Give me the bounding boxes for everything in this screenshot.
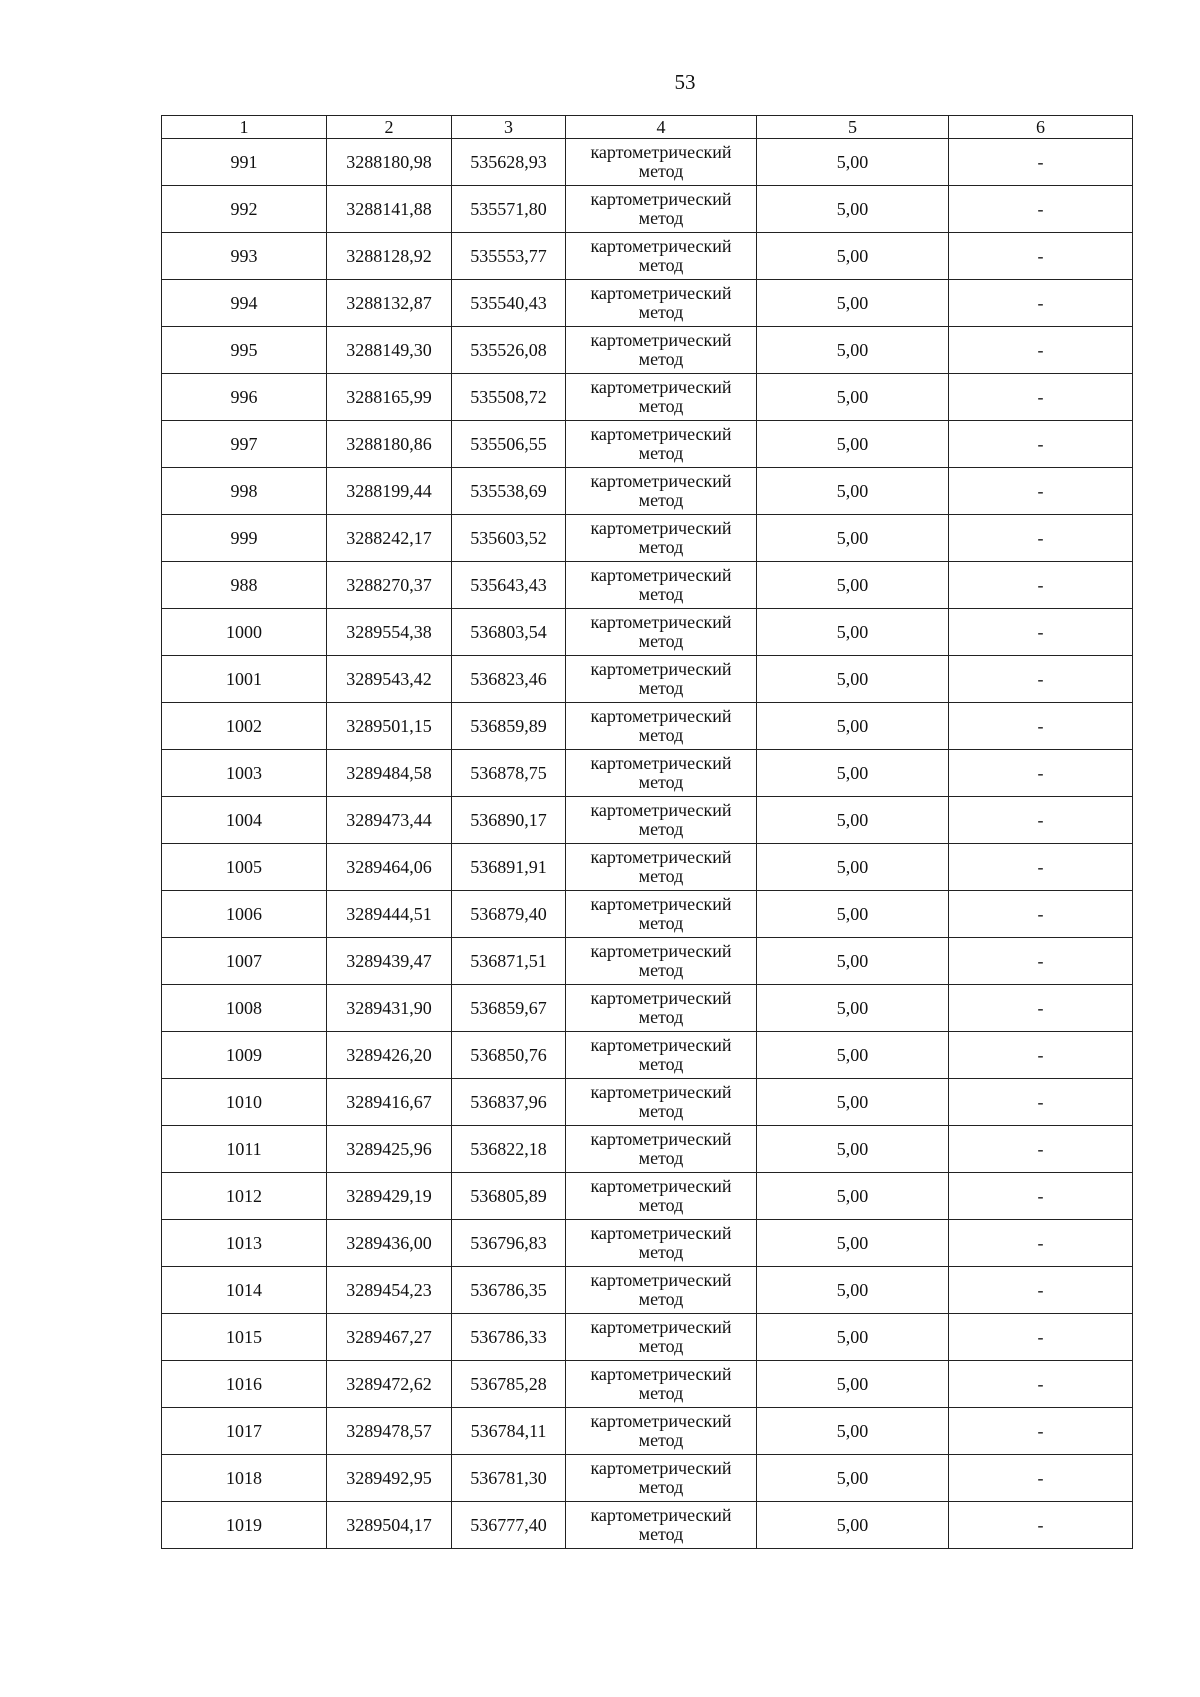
y-coordinate-cell: 535571,80 xyxy=(452,186,566,233)
point-number-cell: 1004 xyxy=(162,797,327,844)
point-number-cell: 1011 xyxy=(162,1126,327,1173)
method-line-1: картометрический xyxy=(590,659,732,679)
method-line-1: картометрический xyxy=(590,988,732,1008)
table-row xyxy=(162,468,1133,515)
note-cell: - xyxy=(949,374,1133,421)
precision-cell: 5,00 xyxy=(757,1502,949,1549)
point-number-cell: 1003 xyxy=(162,750,327,797)
precision-cell: 5,00 xyxy=(757,797,949,844)
x-coordinate-cell: 3289492,95 xyxy=(327,1455,452,1502)
precision-cell: 5,00 xyxy=(757,1032,949,1079)
x-coordinate-cell: 3289478,57 xyxy=(327,1408,452,1455)
note-cell: - xyxy=(949,1314,1133,1361)
point-number-cell: 1002 xyxy=(162,703,327,750)
method-line-2: метод xyxy=(638,819,684,839)
x-coordinate-cell: 3289501,15 xyxy=(327,703,452,750)
precision-cell: 5,00 xyxy=(757,421,949,468)
table-row xyxy=(162,750,1133,797)
point-number-cell: 997 xyxy=(162,421,327,468)
method-cell xyxy=(566,891,757,938)
method-cell xyxy=(566,1079,757,1126)
note-cell: - xyxy=(949,1173,1133,1220)
method-line-2: метод xyxy=(638,678,684,698)
x-coordinate-cell: 3289425,96 xyxy=(327,1126,452,1173)
precision-cell: 5,00 xyxy=(757,1455,949,1502)
table-row xyxy=(162,1126,1133,1173)
table-header-row xyxy=(162,116,1133,139)
method-line-2: метод xyxy=(638,1524,684,1544)
precision-cell: 5,00 xyxy=(757,1173,949,1220)
table-row xyxy=(162,139,1133,186)
y-coordinate-cell: 535540,43 xyxy=(452,280,566,327)
precision-cell: 5,00 xyxy=(757,186,949,233)
precision-cell: 5,00 xyxy=(757,1408,949,1455)
method-cell xyxy=(566,515,757,562)
x-coordinate-cell: 3288141,88 xyxy=(327,186,452,233)
y-coordinate-cell: 536785,28 xyxy=(452,1361,566,1408)
x-coordinate-cell: 3289467,27 xyxy=(327,1314,452,1361)
note-cell: - xyxy=(949,421,1133,468)
table-row xyxy=(162,703,1133,750)
method-line-2: метод xyxy=(638,161,684,181)
method-line-1: картометрический xyxy=(590,471,732,491)
method-line-2: метод xyxy=(638,584,684,604)
note-cell: - xyxy=(949,703,1133,750)
method-line-2: метод xyxy=(638,537,684,557)
header-col-4: 4 xyxy=(566,116,757,139)
point-number-cell: 988 xyxy=(162,562,327,609)
coordinates-table xyxy=(161,115,1133,1549)
y-coordinate-cell: 536781,30 xyxy=(452,1455,566,1502)
method-cell xyxy=(566,1361,757,1408)
method-cell xyxy=(566,844,757,891)
header-col-5: 5 xyxy=(757,116,949,139)
page-number: 53 xyxy=(674,70,696,94)
precision-cell: 5,00 xyxy=(757,985,949,1032)
x-coordinate-cell: 3289454,23 xyxy=(327,1267,452,1314)
table-row xyxy=(162,891,1133,938)
method-cell xyxy=(566,233,757,280)
precision-cell: 5,00 xyxy=(757,750,949,797)
note-cell: - xyxy=(949,1126,1133,1173)
method-line-1: картометрический xyxy=(590,236,732,256)
method-line-2: метод xyxy=(638,866,684,886)
method-line-1: картометрический xyxy=(590,330,732,350)
method-line-1: картометрический xyxy=(590,518,732,538)
x-coordinate-cell: 3288165,99 xyxy=(327,374,452,421)
method-cell xyxy=(566,1220,757,1267)
x-coordinate-cell: 3288180,86 xyxy=(327,421,452,468)
method-line-1: картометрический xyxy=(590,1411,732,1431)
note-cell: - xyxy=(949,233,1133,280)
method-line-1: картометрический xyxy=(590,894,732,914)
table-row xyxy=(162,515,1133,562)
header-col-1: 1 xyxy=(162,116,327,139)
note-cell: - xyxy=(949,562,1133,609)
table-row xyxy=(162,1220,1133,1267)
method-line-2: метод xyxy=(638,1195,684,1215)
point-number-cell: 991 xyxy=(162,139,327,186)
y-coordinate-cell: 536803,54 xyxy=(452,609,566,656)
point-number-cell: 1000 xyxy=(162,609,327,656)
y-coordinate-cell: 536784,11 xyxy=(452,1408,566,1455)
point-number-cell: 996 xyxy=(162,374,327,421)
method-line-1: картометрический xyxy=(590,1035,732,1055)
header-col-6: 6 xyxy=(949,116,1133,139)
method-line-2: метод xyxy=(638,302,684,322)
x-coordinate-cell: 3288132,87 xyxy=(327,280,452,327)
method-cell xyxy=(566,750,757,797)
x-coordinate-cell: 3288199,44 xyxy=(327,468,452,515)
x-coordinate-cell: 3289472,62 xyxy=(327,1361,452,1408)
y-coordinate-cell: 536871,51 xyxy=(452,938,566,985)
note-cell: - xyxy=(949,609,1133,656)
method-cell xyxy=(566,374,757,421)
table-row xyxy=(162,1408,1133,1455)
method-cell xyxy=(566,562,757,609)
precision-cell: 5,00 xyxy=(757,468,949,515)
table-row xyxy=(162,374,1133,421)
point-number-cell: 994 xyxy=(162,280,327,327)
table-row xyxy=(162,1032,1133,1079)
header-col-2: 2 xyxy=(327,116,452,139)
method-line-2: метод xyxy=(638,960,684,980)
method-cell xyxy=(566,468,757,515)
precision-cell: 5,00 xyxy=(757,609,949,656)
method-line-2: метод xyxy=(638,1289,684,1309)
x-coordinate-cell: 3289426,20 xyxy=(327,1032,452,1079)
method-line-1: картометрический xyxy=(590,800,732,820)
method-line-1: картометрический xyxy=(590,1223,732,1243)
table-row xyxy=(162,1267,1133,1314)
point-number-cell: 1005 xyxy=(162,844,327,891)
method-line-2: метод xyxy=(638,772,684,792)
x-coordinate-cell: 3289444,51 xyxy=(327,891,452,938)
note-cell: - xyxy=(949,844,1133,891)
method-line-2: метод xyxy=(638,1007,684,1027)
note-cell: - xyxy=(949,1220,1133,1267)
method-line-2: метод xyxy=(638,913,684,933)
point-number-cell: 1015 xyxy=(162,1314,327,1361)
table-row xyxy=(162,797,1133,844)
x-coordinate-cell: 3288270,37 xyxy=(327,562,452,609)
method-line-1: картометрический xyxy=(590,1270,732,1290)
precision-cell: 5,00 xyxy=(757,1126,949,1173)
method-line-2: метод xyxy=(638,1054,684,1074)
method-cell xyxy=(566,1455,757,1502)
method-line-2: метод xyxy=(638,1477,684,1497)
method-line-1: картометрический xyxy=(590,1458,732,1478)
method-cell xyxy=(566,1502,757,1549)
precision-cell: 5,00 xyxy=(757,327,949,374)
note-cell: - xyxy=(949,327,1133,374)
note-cell: - xyxy=(949,186,1133,233)
x-coordinate-cell: 3288149,30 xyxy=(327,327,452,374)
method-line-2: метод xyxy=(638,1383,684,1403)
method-cell xyxy=(566,1032,757,1079)
method-cell xyxy=(566,1173,757,1220)
table-row xyxy=(162,985,1133,1032)
note-cell: - xyxy=(949,891,1133,938)
point-number-cell: 1017 xyxy=(162,1408,327,1455)
precision-cell: 5,00 xyxy=(757,656,949,703)
y-coordinate-cell: 536837,96 xyxy=(452,1079,566,1126)
y-coordinate-cell: 536822,18 xyxy=(452,1126,566,1173)
y-coordinate-cell: 535553,77 xyxy=(452,233,566,280)
note-cell: - xyxy=(949,468,1133,515)
point-number-cell: 1016 xyxy=(162,1361,327,1408)
table-row xyxy=(162,280,1133,327)
method-cell xyxy=(566,1314,757,1361)
table-row xyxy=(162,1502,1133,1549)
x-coordinate-cell: 3289439,47 xyxy=(327,938,452,985)
method-line-1: картометрический xyxy=(590,283,732,303)
x-coordinate-cell: 3289431,90 xyxy=(327,985,452,1032)
table-row xyxy=(162,186,1133,233)
note-cell: - xyxy=(949,515,1133,562)
y-coordinate-cell: 536823,46 xyxy=(452,656,566,703)
precision-cell: 5,00 xyxy=(757,562,949,609)
method-line-2: метод xyxy=(638,1336,684,1356)
method-line-2: метод xyxy=(638,1101,684,1121)
x-coordinate-cell: 3288128,92 xyxy=(327,233,452,280)
note-cell: - xyxy=(949,797,1133,844)
x-coordinate-cell: 3289429,19 xyxy=(327,1173,452,1220)
point-number-cell: 1009 xyxy=(162,1032,327,1079)
precision-cell: 5,00 xyxy=(757,1220,949,1267)
method-cell xyxy=(566,1267,757,1314)
x-coordinate-cell: 3289436,00 xyxy=(327,1220,452,1267)
y-coordinate-cell: 535526,08 xyxy=(452,327,566,374)
method-line-1: картометрический xyxy=(590,424,732,444)
table-row xyxy=(162,1314,1133,1361)
y-coordinate-cell: 536786,35 xyxy=(452,1267,566,1314)
table-row xyxy=(162,1079,1133,1126)
method-line-1: картометрический xyxy=(590,189,732,209)
method-line-2: метод xyxy=(638,725,684,745)
method-cell xyxy=(566,797,757,844)
point-number-cell: 1001 xyxy=(162,656,327,703)
method-line-1: картометрический xyxy=(590,1082,732,1102)
method-line-2: метод xyxy=(638,490,684,510)
method-line-2: метод xyxy=(638,443,684,463)
method-line-1: картометрический xyxy=(590,1505,732,1525)
method-cell xyxy=(566,656,757,703)
y-coordinate-cell: 536890,17 xyxy=(452,797,566,844)
precision-cell: 5,00 xyxy=(757,374,949,421)
method-line-2: метод xyxy=(638,349,684,369)
method-line-2: метод xyxy=(638,255,684,275)
point-number-cell: 1012 xyxy=(162,1173,327,1220)
x-coordinate-cell: 3288242,17 xyxy=(327,515,452,562)
y-coordinate-cell: 536878,75 xyxy=(452,750,566,797)
note-cell: - xyxy=(949,985,1133,1032)
x-coordinate-cell: 3289473,44 xyxy=(327,797,452,844)
method-cell xyxy=(566,421,757,468)
method-line-2: метод xyxy=(638,396,684,416)
table-row xyxy=(162,938,1133,985)
y-coordinate-cell: 535538,69 xyxy=(452,468,566,515)
method-line-1: картометрический xyxy=(590,1129,732,1149)
y-coordinate-cell: 536796,83 xyxy=(452,1220,566,1267)
point-number-cell: 1008 xyxy=(162,985,327,1032)
y-coordinate-cell: 535506,55 xyxy=(452,421,566,468)
method-line-1: картометрический xyxy=(590,941,732,961)
point-number-cell: 1007 xyxy=(162,938,327,985)
table-row xyxy=(162,233,1133,280)
method-line-1: картометрический xyxy=(590,847,732,867)
note-cell: - xyxy=(949,1361,1133,1408)
precision-cell: 5,00 xyxy=(757,1079,949,1126)
precision-cell: 5,00 xyxy=(757,938,949,985)
precision-cell: 5,00 xyxy=(757,1314,949,1361)
method-cell xyxy=(566,139,757,186)
table-row xyxy=(162,1361,1133,1408)
point-number-cell: 993 xyxy=(162,233,327,280)
point-number-cell: 1019 xyxy=(162,1502,327,1549)
method-line-1: картометрический xyxy=(590,565,732,585)
method-line-2: метод xyxy=(638,631,684,651)
table-row xyxy=(162,562,1133,609)
table-row xyxy=(162,656,1133,703)
method-line-2: метод xyxy=(638,208,684,228)
table-row xyxy=(162,421,1133,468)
note-cell: - xyxy=(949,1032,1133,1079)
method-line-2: метод xyxy=(638,1242,684,1262)
x-coordinate-cell: 3289484,58 xyxy=(327,750,452,797)
precision-cell: 5,00 xyxy=(757,891,949,938)
method-line-1: картометрический xyxy=(590,1176,732,1196)
method-line-1: картометрический xyxy=(590,377,732,397)
precision-cell: 5,00 xyxy=(757,844,949,891)
method-cell xyxy=(566,703,757,750)
precision-cell: 5,00 xyxy=(757,703,949,750)
point-number-cell: 1006 xyxy=(162,891,327,938)
note-cell: - xyxy=(949,656,1133,703)
y-coordinate-cell: 536786,33 xyxy=(452,1314,566,1361)
y-coordinate-cell: 536859,89 xyxy=(452,703,566,750)
method-line-1: картометрический xyxy=(590,142,732,162)
method-cell xyxy=(566,280,757,327)
y-coordinate-cell: 535508,72 xyxy=(452,374,566,421)
table-row xyxy=(162,844,1133,891)
method-cell xyxy=(566,327,757,374)
precision-cell: 5,00 xyxy=(757,233,949,280)
method-cell xyxy=(566,1408,757,1455)
precision-cell: 5,00 xyxy=(757,139,949,186)
header-col-3: 3 xyxy=(452,116,566,139)
y-coordinate-cell: 536891,91 xyxy=(452,844,566,891)
method-cell xyxy=(566,609,757,656)
note-cell: - xyxy=(949,750,1133,797)
note-cell: - xyxy=(949,1079,1133,1126)
method-line-1: картометрический xyxy=(590,1317,732,1337)
method-cell xyxy=(566,186,757,233)
note-cell: - xyxy=(949,1455,1133,1502)
method-cell xyxy=(566,1126,757,1173)
table-body xyxy=(162,139,1133,1549)
point-number-cell: 1018 xyxy=(162,1455,327,1502)
x-coordinate-cell: 3289554,38 xyxy=(327,609,452,656)
note-cell: - xyxy=(949,280,1133,327)
note-cell: - xyxy=(949,139,1133,186)
y-coordinate-cell: 536805,89 xyxy=(452,1173,566,1220)
point-number-cell: 1013 xyxy=(162,1220,327,1267)
method-line-1: картометрический xyxy=(590,1364,732,1384)
y-coordinate-cell: 536879,40 xyxy=(452,891,566,938)
y-coordinate-cell: 535628,93 xyxy=(452,139,566,186)
y-coordinate-cell: 536850,76 xyxy=(452,1032,566,1079)
method-cell xyxy=(566,985,757,1032)
method-line-1: картометрический xyxy=(590,612,732,632)
point-number-cell: 1010 xyxy=(162,1079,327,1126)
method-cell xyxy=(566,938,757,985)
y-coordinate-cell: 535643,43 xyxy=(452,562,566,609)
note-cell: - xyxy=(949,1408,1133,1455)
point-number-cell: 995 xyxy=(162,327,327,374)
note-cell: - xyxy=(949,1502,1133,1549)
precision-cell: 5,00 xyxy=(757,1267,949,1314)
point-number-cell: 998 xyxy=(162,468,327,515)
y-coordinate-cell: 536777,40 xyxy=(452,1502,566,1549)
method-line-2: метод xyxy=(638,1430,684,1450)
point-number-cell: 1014 xyxy=(162,1267,327,1314)
x-coordinate-cell: 3289416,67 xyxy=(327,1079,452,1126)
precision-cell: 5,00 xyxy=(757,515,949,562)
x-coordinate-cell: 3288180,98 xyxy=(327,139,452,186)
note-cell: - xyxy=(949,938,1133,985)
point-number-cell: 999 xyxy=(162,515,327,562)
x-coordinate-cell: 3289464,06 xyxy=(327,844,452,891)
point-number-cell: 992 xyxy=(162,186,327,233)
y-coordinate-cell: 535603,52 xyxy=(452,515,566,562)
y-coordinate-cell: 536859,67 xyxy=(452,985,566,1032)
table-row xyxy=(162,327,1133,374)
precision-cell: 5,00 xyxy=(757,280,949,327)
precision-cell: 5,00 xyxy=(757,1361,949,1408)
table-row xyxy=(162,1173,1133,1220)
table-row xyxy=(162,609,1133,656)
x-coordinate-cell: 3289543,42 xyxy=(327,656,452,703)
method-line-2: метод xyxy=(638,1148,684,1168)
note-cell: - xyxy=(949,1267,1133,1314)
table-row xyxy=(162,1455,1133,1502)
x-coordinate-cell: 3289504,17 xyxy=(327,1502,452,1549)
method-line-1: картометрический xyxy=(590,706,732,726)
method-line-1: картометрический xyxy=(590,753,732,773)
